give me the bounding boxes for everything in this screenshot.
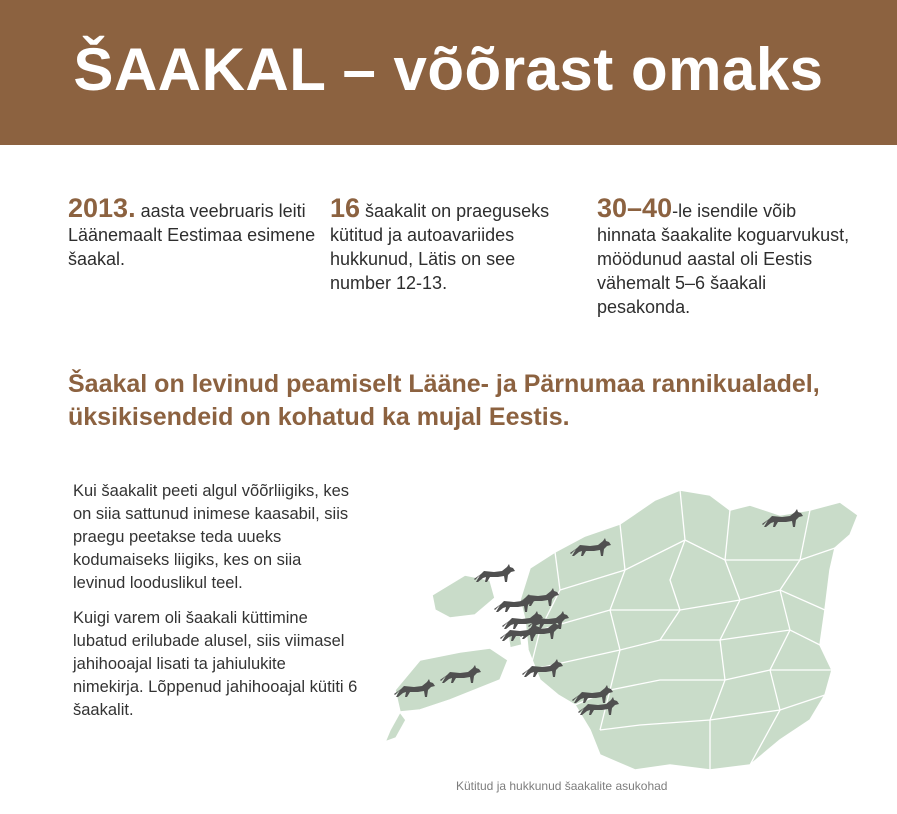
fact-hunted-count (330, 193, 575, 295)
fact-first-jackal (68, 193, 318, 271)
fact-text: šaakalit on praeguseks kütitud ja autoavariides hukkunud, Lätis on see number 12-13. (330, 201, 550, 293)
body-text (73, 480, 358, 734)
fact-text: aasta veebruaris leiti Läänemaalt Eestimaa esimene šaakal. (68, 201, 316, 269)
jackal-icon (474, 564, 515, 582)
body-paragraph-1: Kui šaakalit peeti algul võõrliigiks, kes on siia sattunud inimese kaasabil, siis praegu peetakse teda uueks kodumaiseks liigiks, kes on siia levinud looduslikul teel. (73, 482, 350, 592)
fact-number: 2013. (68, 193, 136, 223)
page-title: ŠAAKAL – võõrast omaks (73, 36, 824, 103)
estonia-map (380, 480, 890, 800)
fact-number: 30–40 (597, 193, 673, 223)
fact-text: -le isendile võib hinnata šaakalite koguarvukust, möödunud aastal oli Eestis vähemalt 5–6 šaakali pesakonda. (597, 201, 850, 317)
map-caption: Kütitud ja hukkunud šaakalite asukohad (456, 779, 668, 793)
fact-number: 16 (330, 193, 361, 223)
body-paragraph-2: Kuigi varem oli šaakali küttimine lubatud erilubade alusel, siis viimasel jahihooajal lisati ta jahiulukite nimekirja. Lõppenud jahihooajal kütiti 6 šaakalit. (73, 609, 358, 719)
title-banner (0, 0, 897, 145)
fact-population (597, 193, 857, 319)
subheadline: Šaakal on levinud peamiselt Lääne- ja Pärnumaa rannikualadel, üksikisendeid on kohatud ka mujal Eestis. (68, 370, 820, 431)
